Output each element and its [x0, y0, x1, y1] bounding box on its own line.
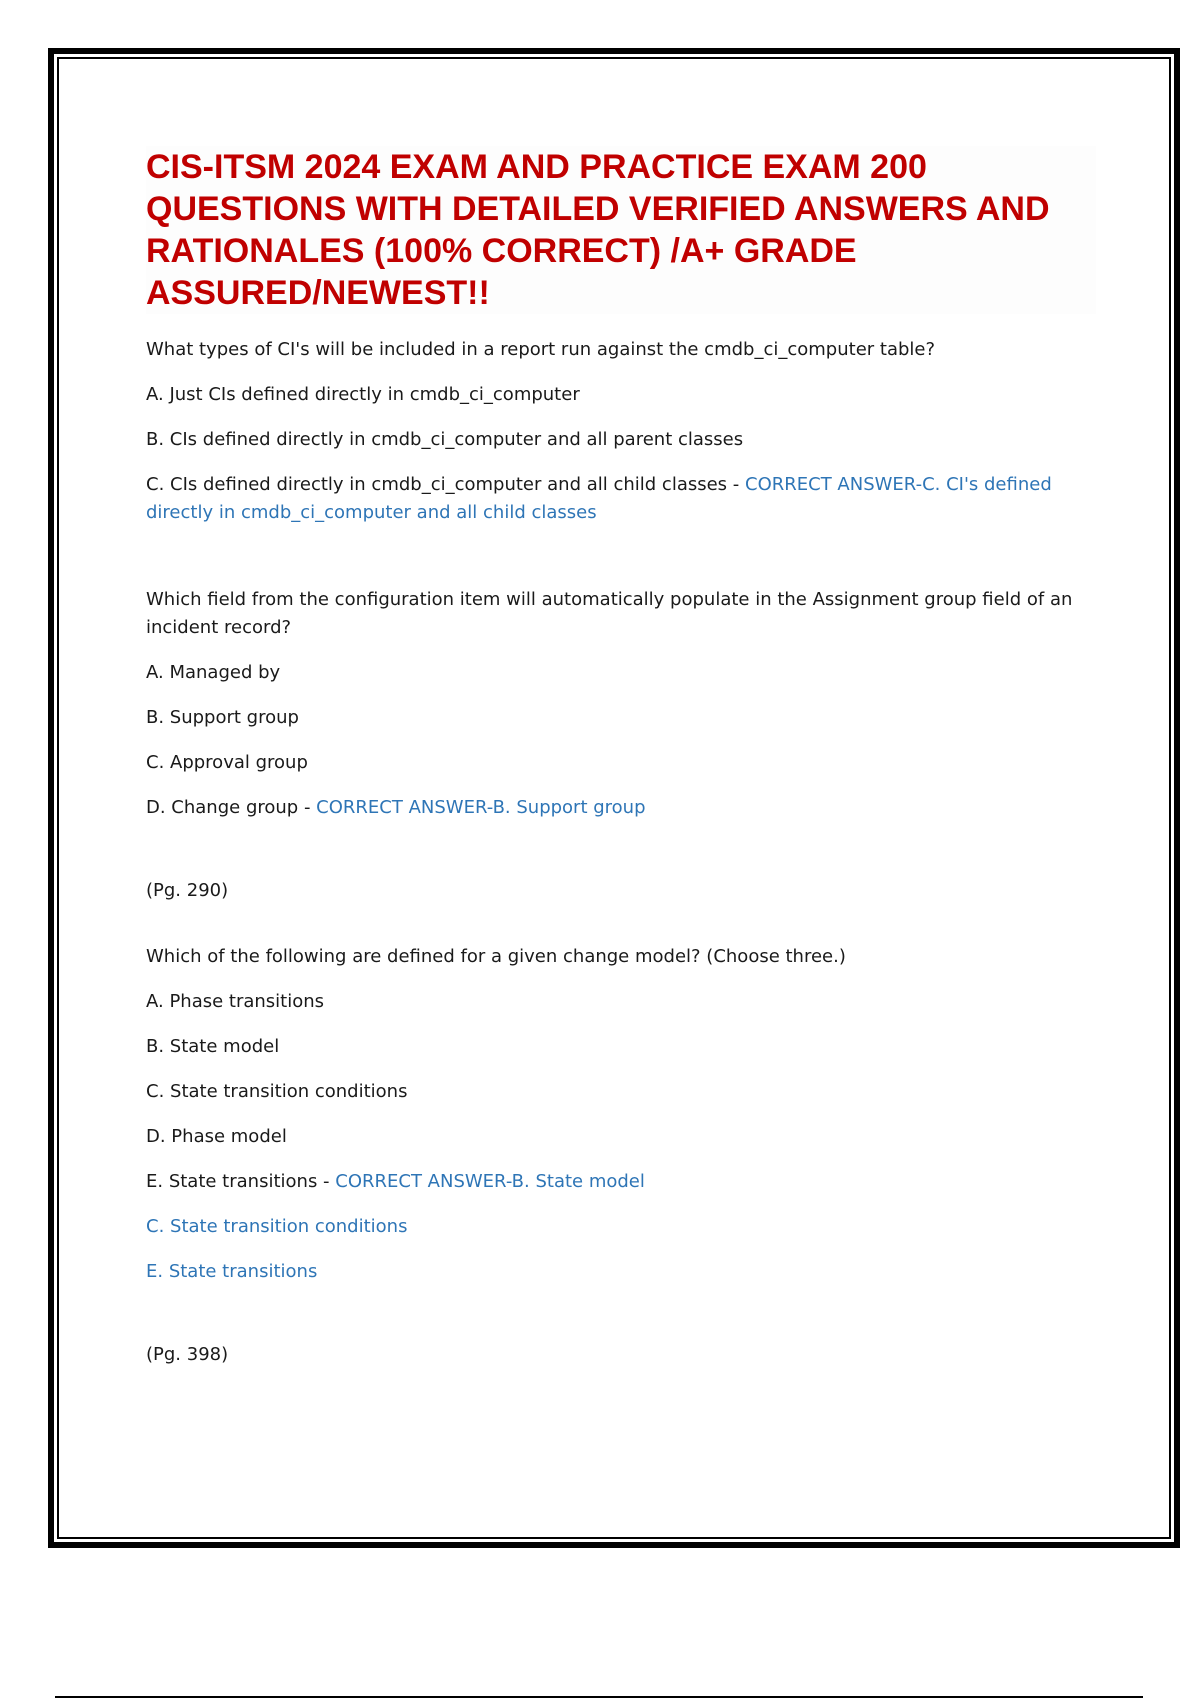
- question-3-answer: CORRECT ANSWER-B. State model: [335, 1171, 645, 1192]
- question-2-answer: CORRECT ANSWER-B. Support group: [316, 797, 646, 818]
- question-3-option-e-text: E. State transitions -: [146, 1171, 336, 1192]
- spacer: [146, 905, 1096, 943]
- question-2-option-b: B. Support group: [146, 707, 299, 728]
- question-3-answer-extra-2: E. State transitions: [146, 1261, 318, 1282]
- question-1-text: What types of CI's will be included in a report run against the cmdb_ci_computer table?: [146, 339, 936, 360]
- question-2-option-c: C. Approval group: [146, 752, 308, 773]
- document-title: CIS-ITSM 2024 EXAM AND PRACTICE EXAM 200 QUESTIONS WITH DETAILED VERIFIED ANSWERS AND RATIONALES (100% CORRECT) /A+ GRADE ASSURED/NEWEST!!: [146, 146, 1096, 314]
- question-3-option-a: A. Phase transitions: [146, 991, 325, 1012]
- bottom-rule: [55, 1696, 1143, 1698]
- question-1-option-b: B. CIs defined directly in cmdb_ci_computer and all parent classes: [146, 429, 744, 450]
- question-3-option-b: B. State model: [146, 1036, 280, 1057]
- question-2-option-a: A. Managed by: [146, 662, 281, 683]
- question-3-option-e: [146, 1168, 1096, 1196]
- question-1-option-c: [146, 471, 1096, 527]
- question-3-option-c: C. State transition conditions: [146, 1081, 408, 1102]
- document-content: [146, 146, 1096, 1369]
- question-3-answer-extra-1: C. State transition conditions: [146, 1216, 408, 1237]
- question-2-option-d-text: D. Change group -: [146, 797, 317, 818]
- spacer: [146, 544, 1096, 586]
- spacer: [146, 839, 1096, 877]
- question-2-option-d: [146, 794, 1096, 822]
- spacer: [146, 1303, 1096, 1341]
- question-3-text: Which of the following are defined for a given change model? (Choose three.): [146, 946, 846, 967]
- question-1-option-a: A. Just CIs defined directly in cmdb_ci_computer: [146, 384, 580, 405]
- question-3-page-ref: (Pg. 398): [146, 1344, 229, 1365]
- question-1-answer: CORRECT ANSWER-C. CI's defined directly in cmdb_ci_computer and all child classes: [146, 474, 1052, 523]
- question-2-text: Which field from the configuration item will automatically populate in the Assignment group field of an incident record?: [146, 589, 1073, 638]
- question-1-option-c-text: C. CIs defined directly in cmdb_ci_computer and all child classes -: [146, 474, 746, 495]
- question-3-option-d: D. Phase model: [146, 1126, 287, 1147]
- question-2-page-ref: (Pg. 290): [146, 880, 229, 901]
